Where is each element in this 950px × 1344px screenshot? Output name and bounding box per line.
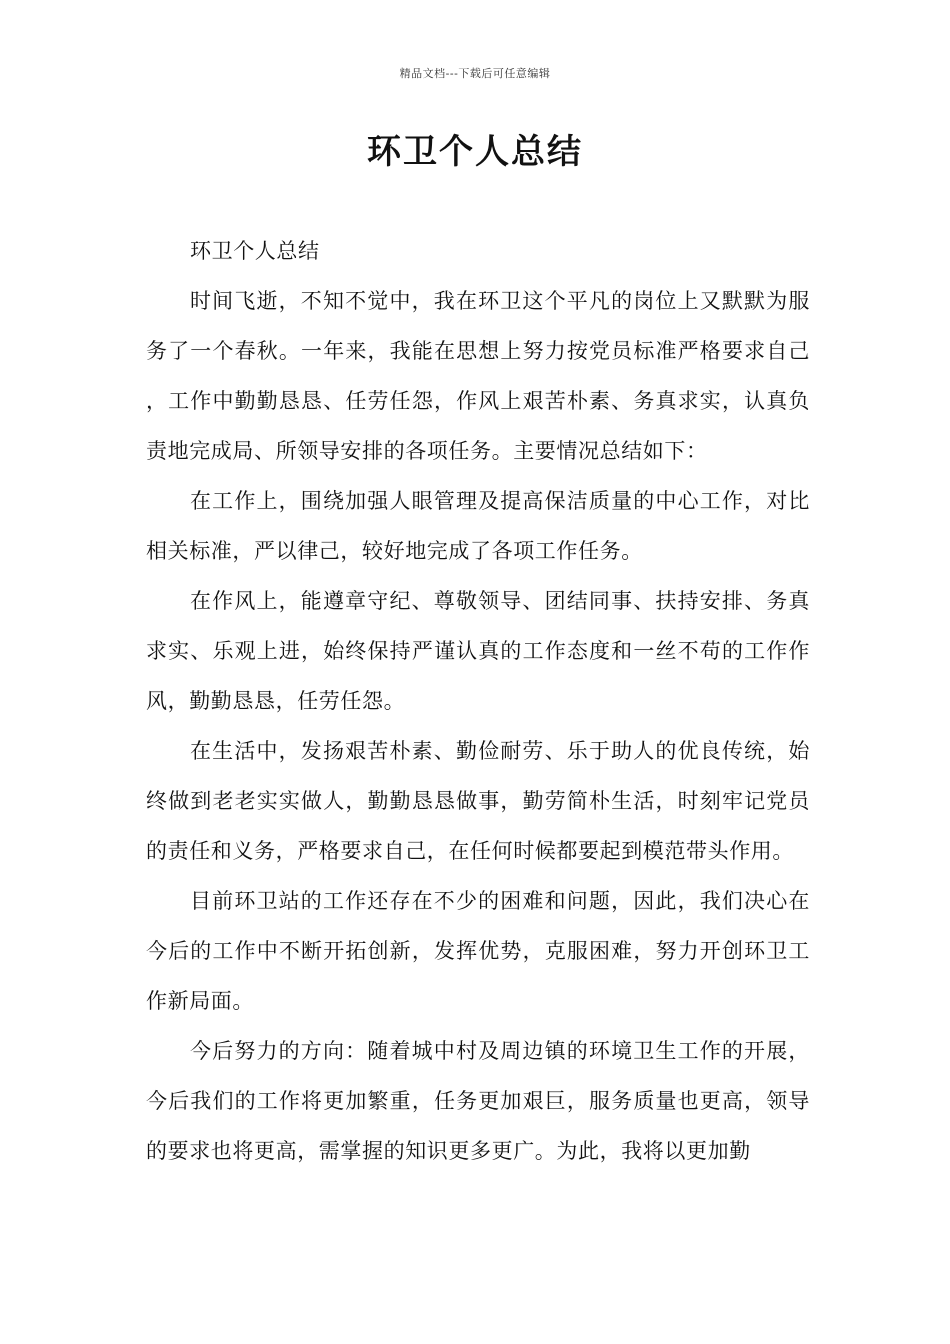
document-title: 环卫个人总结 (367, 132, 583, 172)
header-note: 精品文档---下载后可任意编辑 (399, 67, 551, 80)
paragraph-subtitle: 环卫个人总结 (190, 239, 320, 263)
paragraph-style: 在作风上，能遵章守纪、尊敬领导、团结同事、扶持安排、务真求实、乐观上进，始终保持严谨认真的工作态度和一丝不苟的工作作风，勤勤恳恳，任劳任怨。 (146, 589, 810, 713)
document-body (146, 226, 810, 1176)
paragraph-problems: 目前环卫站的工作还存在不少的困难和问题，因此，我们决心在今后的工作中不断开拓创新，发挥优势，克服困难，努力开创环卫工作新局面。 (146, 889, 810, 1013)
paragraph-future: 今后努力的方向：随着城中村及周边镇的环境卫生工作的开展，今后我们的工作将更加繁重，任务更加艰巨，服务质量也更高，领导的要求也将更高，需掌握的知识更多更广。为此，我将以更加勤 (146, 1039, 810, 1163)
paragraph-intro: 时间飞逝，不知不觉中，我在环卫这个平凡的岗位上又默默为服务了一个春秋。一年来，我能在思想上努力按党员标准严格要求自己，工作中勤勤恳恳、任劳任怨，作风上艰苦朴素、务真求实，认真负责地完成局、所领导安排的各项任务。主要情况总结如下： (146, 289, 810, 463)
paragraph-life: 在生活中，发扬艰苦朴素、勤俭耐劳、乐于助人的优良传统，始终做到老老实实做人，勤勤恳恳做事，勤劳简朴生活，时刻牢记党员的责任和义务，严格要求自己，在任何时候都要起到模范带头作用。 (146, 739, 810, 863)
paragraph-work: 在工作上，围绕加强人眼管理及提高保洁质量的中心工作，对比相关标准，严以律己，较好地完成了各项工作任务。 (146, 489, 810, 563)
